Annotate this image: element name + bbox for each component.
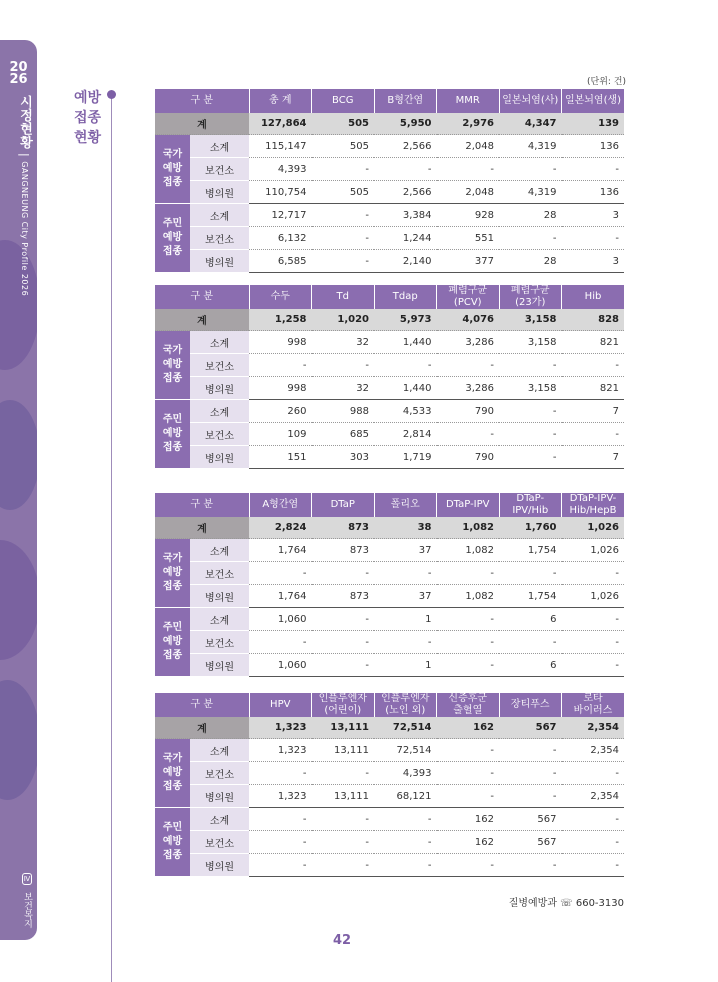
table-cell: 3,286: [437, 331, 500, 354]
table-cell: -: [312, 608, 375, 631]
total-cell: 873: [312, 517, 375, 539]
column-header: Hib: [562, 285, 625, 309]
row-label: 병의원: [190, 585, 249, 608]
table-cell: 3,384: [374, 204, 437, 227]
table-cell: 821: [562, 331, 625, 354]
table-cell: -: [437, 423, 500, 446]
total-cell: 2,354: [562, 717, 625, 739]
table-cell: -: [249, 562, 312, 585]
column-header: DTaP- IPV/Hib: [499, 493, 562, 517]
table-cell: 790: [437, 446, 500, 469]
table-cell: 3,286: [437, 377, 500, 400]
table-cell: 32: [312, 377, 375, 400]
vaccination-table: [155, 89, 624, 273]
table-cell: 6,132: [249, 227, 312, 250]
table-cell: 2,354: [562, 739, 625, 762]
table-cell: -: [499, 227, 562, 250]
row-label: 소계: [190, 739, 249, 762]
table-cell: 3,158: [499, 377, 562, 400]
column-header: 폐렴구균 (PCV): [437, 285, 500, 309]
chapter-label: [4, 873, 34, 928]
table-cell: 4,393: [249, 158, 312, 181]
table-row: [155, 227, 624, 250]
table-cell: -: [312, 762, 375, 785]
section-bullet-dot: [107, 90, 116, 99]
group-label: 국가 예방 접종: [155, 135, 190, 204]
total-cell: 567: [499, 717, 562, 739]
table-cell: -: [562, 423, 625, 446]
table-cell: -: [374, 831, 437, 854]
table-row: [155, 831, 624, 854]
total-cell: 4,076: [437, 309, 500, 331]
table-cell: -: [312, 654, 375, 677]
table-cell: -: [312, 831, 375, 854]
table-cell: -: [249, 831, 312, 854]
table-cell: -: [312, 854, 375, 877]
table-cell: -: [562, 831, 625, 854]
table-cell: 1,244: [374, 227, 437, 250]
total-cell: 1,760: [499, 517, 562, 539]
table-row: [155, 204, 624, 227]
table-cell: 260: [249, 400, 312, 423]
table-row: [155, 654, 624, 677]
table-cell: 136: [562, 181, 625, 204]
header-row: [155, 285, 624, 309]
table-cell: 821: [562, 377, 625, 400]
total-cell: 1,020: [312, 309, 375, 331]
table-cell: -: [312, 562, 375, 585]
table-cell: 37: [374, 585, 437, 608]
row-label: 병의원: [190, 654, 249, 677]
table-cell: -: [562, 654, 625, 677]
table-cell: -: [312, 227, 375, 250]
table-cell: -: [499, 631, 562, 654]
table-cell: -: [562, 608, 625, 631]
table-cell: 790: [437, 400, 500, 423]
total-cell: 828: [562, 309, 625, 331]
row-label: 병의원: [190, 377, 249, 400]
table-row: [155, 181, 624, 204]
table-cell: 162: [437, 808, 500, 831]
category-header: 구 분: [155, 89, 249, 113]
table-cell: -: [437, 158, 500, 181]
total-cell: 127,864: [249, 113, 312, 135]
table-cell: -: [249, 631, 312, 654]
column-header: Td: [312, 285, 375, 309]
table-cell: 2,566: [374, 135, 437, 158]
row-label: 소계: [190, 608, 249, 631]
table-cell: 1,026: [562, 585, 625, 608]
total-cell: 2,976: [437, 113, 500, 135]
table-cell: -: [312, 250, 375, 273]
table-cell: 3: [562, 204, 625, 227]
section-divider-line: [111, 94, 112, 982]
column-header: 신증후군 출혈열: [437, 693, 500, 717]
table-cell: 7: [562, 446, 625, 469]
table-cell: 1,060: [249, 654, 312, 677]
table-cell: -: [374, 158, 437, 181]
column-header: DTaP-IPV: [437, 493, 500, 517]
table-cell: 303: [312, 446, 375, 469]
table-cell: 1,440: [374, 331, 437, 354]
table-cell: 998: [249, 377, 312, 400]
table-cell: -: [312, 808, 375, 831]
table-row: [155, 423, 624, 446]
table-cell: -: [437, 785, 500, 808]
column-header: A형간염: [249, 493, 312, 517]
table-cell: 4,319: [499, 181, 562, 204]
chapter-badge: Ⅳ: [23, 875, 31, 883]
table-cell: -: [437, 762, 500, 785]
table-cell: 1,754: [499, 539, 562, 562]
table-cell: -: [374, 808, 437, 831]
category-header: 구 분: [155, 285, 249, 309]
column-header: DTaP-IPV- Hib/HepB: [562, 493, 625, 517]
table-cell: 13,111: [312, 785, 375, 808]
total-cell: 1,082: [437, 517, 500, 539]
column-header: 수두: [249, 285, 312, 309]
table-cell: 567: [499, 808, 562, 831]
table-cell: -: [249, 762, 312, 785]
table-cell: 6: [499, 654, 562, 677]
unit-label: (단위: 건): [587, 77, 626, 87]
table-row: [155, 135, 624, 158]
table-cell: -: [312, 204, 375, 227]
table-cell: 2,048: [437, 181, 500, 204]
row-label: 병의원: [190, 181, 249, 204]
row-label: 보건소: [190, 831, 249, 854]
table-cell: -: [437, 631, 500, 654]
table-cell: 2,140: [374, 250, 437, 273]
table-cell: 567: [499, 831, 562, 854]
table-row: [155, 562, 624, 585]
table-cell: 928: [437, 204, 500, 227]
table-cell: -: [249, 354, 312, 377]
vaccination-table: [155, 693, 624, 877]
column-header: 인플루엔자 (어린이): [312, 693, 375, 717]
section-title: 예방 접종 현황: [74, 90, 102, 146]
total-cell: 2,824: [249, 517, 312, 539]
table-cell: -: [437, 562, 500, 585]
total-cell: 505: [312, 113, 375, 135]
table-row: [155, 808, 624, 831]
table-cell: 505: [312, 135, 375, 158]
table-cell: 72,514: [374, 739, 437, 762]
total-cell: 1,026: [562, 517, 625, 539]
total-cell: 72,514: [374, 717, 437, 739]
table-cell: 1,764: [249, 585, 312, 608]
table-cell: 4,533: [374, 400, 437, 423]
table-cell: -: [374, 354, 437, 377]
table-row: [155, 400, 624, 423]
table-cell: -: [562, 158, 625, 181]
table-cell: 1,026: [562, 539, 625, 562]
table-cell: 2,566: [374, 181, 437, 204]
total-row: [155, 113, 624, 135]
column-header: 로타 바이러스: [562, 693, 625, 717]
row-label: 병의원: [190, 854, 249, 877]
table-cell: 13,111: [312, 739, 375, 762]
department-contact: 질병예방과 ☏ 660-3130: [508, 898, 624, 909]
column-header: 인플루엔자 (노인 외): [374, 693, 437, 717]
table-cell: 1: [374, 608, 437, 631]
table-cell: 1,082: [437, 585, 500, 608]
group-label: 국가 예방 접종: [155, 331, 190, 400]
table-cell: 873: [312, 539, 375, 562]
column-header: 총 계: [249, 89, 312, 113]
group-label: 국가 예방 접종: [155, 539, 190, 608]
column-header: MMR: [437, 89, 500, 113]
row-label: 보건소: [190, 631, 249, 654]
table-cell: 3: [562, 250, 625, 273]
year-logo: 20 26: [9, 60, 28, 87]
table-cell: 551: [437, 227, 500, 250]
table-cell: 4,319: [499, 135, 562, 158]
table-cell: 32: [312, 331, 375, 354]
column-header: 폴리오: [374, 493, 437, 517]
group-label: 주민 예방 접종: [155, 608, 190, 677]
table-cell: 109: [249, 423, 312, 446]
table-cell: -: [562, 808, 625, 831]
table-cell: -: [499, 354, 562, 377]
table-cell: -: [249, 808, 312, 831]
row-label: 병의원: [190, 446, 249, 469]
row-label: 소계: [190, 400, 249, 423]
table-cell: 3,158: [499, 331, 562, 354]
total-cell: 1,258: [249, 309, 312, 331]
column-header: Tdap: [374, 285, 437, 309]
row-label: 소계: [190, 539, 249, 562]
total-row: [155, 717, 624, 739]
table-cell: -: [562, 354, 625, 377]
total-label: 계: [155, 113, 249, 135]
vaccination-table: [155, 493, 624, 677]
table-row: [155, 785, 624, 808]
category-header: 구 분: [155, 493, 249, 517]
chapter-name: 보건복지: [22, 891, 32, 928]
group-label: 국가 예방 접종: [155, 739, 190, 808]
row-label: 보건소: [190, 562, 249, 585]
table-cell: -: [312, 631, 375, 654]
table-cell: -: [312, 354, 375, 377]
page-number: 42: [333, 933, 352, 948]
table-cell: 110,754: [249, 181, 312, 204]
table-cell: 6,585: [249, 250, 312, 273]
table-cell: -: [437, 354, 500, 377]
table-cell: 1,060: [249, 608, 312, 631]
table-cell: -: [499, 739, 562, 762]
table-cell: 505: [312, 181, 375, 204]
table-cell: 1,440: [374, 377, 437, 400]
table-row: [155, 331, 624, 354]
total-cell: 139: [562, 113, 625, 135]
table-cell: -: [562, 631, 625, 654]
table-cell: -: [374, 631, 437, 654]
sidebar-subtitle: GANGNEUNG City Profile 2026: [20, 161, 29, 297]
row-label: 보건소: [190, 423, 249, 446]
total-cell: 38: [374, 517, 437, 539]
group-label: 주민 예방 접종: [155, 400, 190, 469]
table-cell: -: [562, 854, 625, 877]
row-label: 소계: [190, 204, 249, 227]
table-cell: -: [499, 400, 562, 423]
table-cell: -: [562, 762, 625, 785]
table-cell: 998: [249, 331, 312, 354]
table-cell: 2,048: [437, 135, 500, 158]
total-cell: 162: [437, 717, 500, 739]
table-cell: 115,147: [249, 135, 312, 158]
table-cell: 2,354: [562, 785, 625, 808]
total-row: [155, 309, 624, 331]
column-header: B형간염: [374, 89, 437, 113]
table-cell: 37: [374, 539, 437, 562]
column-header: BCG: [312, 89, 375, 113]
table-cell: 12,717: [249, 204, 312, 227]
table-cell: 1,323: [249, 785, 312, 808]
total-cell: 1,323: [249, 717, 312, 739]
table-row: [155, 631, 624, 654]
total-cell: 5,973: [374, 309, 437, 331]
table-cell: -: [499, 762, 562, 785]
table-cell: -: [312, 158, 375, 181]
table-cell: 28: [499, 250, 562, 273]
table-row: [155, 446, 624, 469]
column-header: HPV: [249, 693, 312, 717]
table-cell: 68,121: [374, 785, 437, 808]
column-header: DTaP: [312, 493, 375, 517]
table-cell: 1,323: [249, 739, 312, 762]
table-cell: 162: [437, 831, 500, 854]
table-cell: -: [499, 562, 562, 585]
sidebar: [0, 40, 37, 940]
total-label: 계: [155, 517, 249, 539]
row-label: 소계: [190, 331, 249, 354]
row-label: 보건소: [190, 762, 249, 785]
table-cell: 1,754: [499, 585, 562, 608]
header-row: [155, 493, 624, 517]
row-label: 소계: [190, 808, 249, 831]
table-cell: 1: [374, 654, 437, 677]
total-cell: 13,111: [312, 717, 375, 739]
table-cell: 988: [312, 400, 375, 423]
table-row: [155, 608, 624, 631]
table-cell: 377: [437, 250, 500, 273]
total-label: 계: [155, 309, 249, 331]
table-cell: 1,719: [374, 446, 437, 469]
table-row: [155, 854, 624, 877]
table-cell: -: [249, 854, 312, 877]
table-cell: -: [499, 423, 562, 446]
total-row: [155, 517, 624, 539]
table-cell: -: [374, 854, 437, 877]
table-cell: -: [499, 446, 562, 469]
table-cell: -: [437, 854, 500, 877]
row-label: 병의원: [190, 785, 249, 808]
table-cell: -: [499, 854, 562, 877]
table-row: [155, 377, 624, 400]
table-cell: 28: [499, 204, 562, 227]
table-row: [155, 585, 624, 608]
column-header: 장티푸스: [499, 693, 562, 717]
table-row: [155, 539, 624, 562]
table-cell: -: [499, 158, 562, 181]
row-label: 보건소: [190, 227, 249, 250]
table-cell: -: [562, 562, 625, 585]
table-cell: 6: [499, 608, 562, 631]
total-label: 계: [155, 717, 249, 739]
row-label: 병의원: [190, 250, 249, 273]
table-cell: -: [562, 227, 625, 250]
table-cell: -: [374, 562, 437, 585]
group-label: 주민 예방 접종: [155, 204, 190, 273]
table-cell: 873: [312, 585, 375, 608]
table-row: [155, 158, 624, 181]
table-cell: 4,393: [374, 762, 437, 785]
row-label: 보건소: [190, 158, 249, 181]
total-cell: 3,158: [499, 309, 562, 331]
header-row: [155, 89, 624, 113]
table-cell: -: [499, 785, 562, 808]
group-label: 주민 예방 접종: [155, 808, 190, 877]
column-header: 폐렴구균 (23가): [499, 285, 562, 309]
table-cell: -: [437, 654, 500, 677]
table-row: [155, 762, 624, 785]
table-cell: 2,814: [374, 423, 437, 446]
table-cell: -: [437, 739, 500, 762]
table-cell: 1,764: [249, 539, 312, 562]
table-cell: 136: [562, 135, 625, 158]
sidebar-title: 시정현황: [17, 95, 32, 149]
column-header: 일본뇌염(생): [562, 89, 625, 113]
table-cell: 685: [312, 423, 375, 446]
table-row: [155, 354, 624, 377]
header-row: [155, 693, 624, 717]
table-row: [155, 739, 624, 762]
total-cell: 4,347: [499, 113, 562, 135]
vertical-title: 시정현황 | GANGNEUNG City Profile 2026: [17, 95, 32, 297]
table-cell: 151: [249, 446, 312, 469]
category-header: 구 분: [155, 693, 249, 717]
column-header: 일본뇌염(사): [499, 89, 562, 113]
total-cell: 5,950: [374, 113, 437, 135]
table-cell: 1,082: [437, 539, 500, 562]
row-label: 보건소: [190, 354, 249, 377]
row-label: 소계: [190, 135, 249, 158]
table-row: [155, 250, 624, 273]
table-cell: 7: [562, 400, 625, 423]
vaccination-table: [155, 285, 624, 469]
table-cell: -: [437, 608, 500, 631]
